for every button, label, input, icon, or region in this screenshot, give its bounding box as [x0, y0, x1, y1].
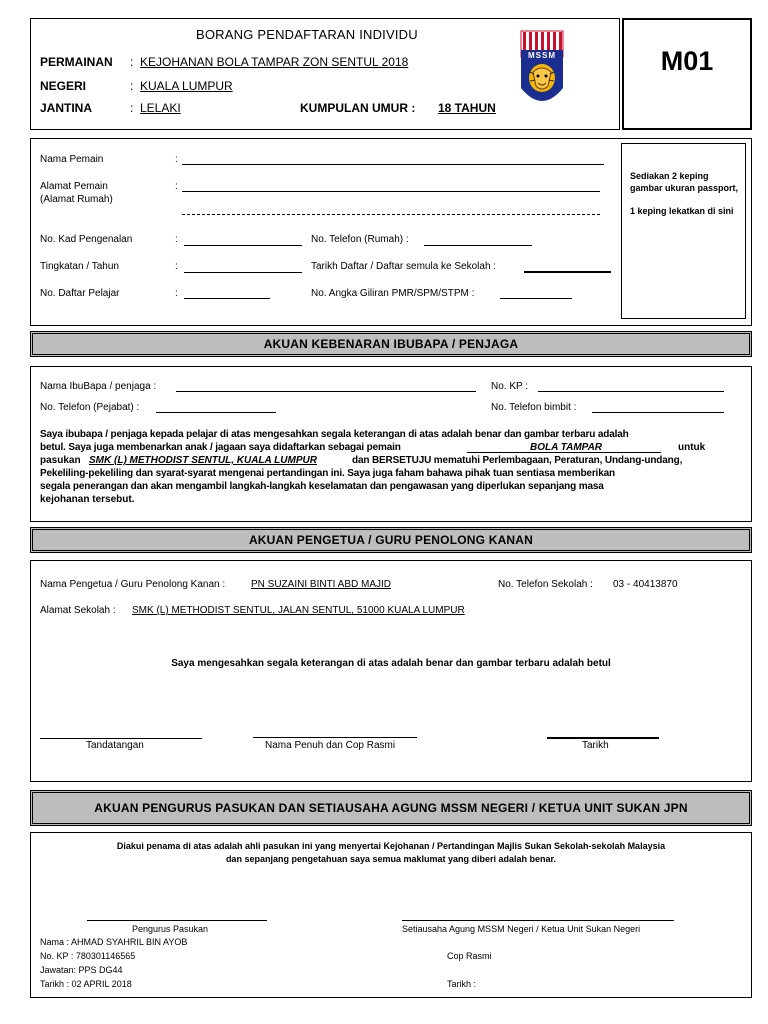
label-parent-name: Nama IbuBapa / penjaga :	[40, 381, 157, 392]
value-principal-name: PN SUZAINI BINTI ABD MAJID	[251, 579, 392, 590]
colon-jantina: :	[130, 101, 134, 115]
age-group-value: 18 TAHUN	[438, 101, 496, 115]
parent-decl-3b: SMK (L) METHODIST SENTUL, KUALA LUMPUR	[89, 455, 317, 466]
colon-ic: :	[175, 234, 178, 245]
label-player-address: Alamat Pemain	[40, 181, 108, 192]
label-negeri: NEGERI	[40, 79, 87, 93]
label-permainan: PERMAINAN	[40, 55, 113, 69]
label-date: Tarikh	[582, 740, 609, 751]
colon-negeri: :	[130, 79, 134, 93]
parent-section-bar: AKUAN KEBENARAN IBUBAPA / PENJAGA	[30, 331, 752, 357]
grade-field[interactable]	[184, 272, 302, 273]
parent-kp-field[interactable]	[538, 391, 724, 392]
phone-home-field[interactable]	[424, 245, 532, 246]
player-address-field-2[interactable]	[182, 214, 600, 215]
colon-student-no: :	[175, 288, 178, 299]
label-phone-home: No. Telefon (Rumah) :	[311, 234, 409, 245]
manager-name: Nama : AHMAD SYAHRIL BIN AYOB	[40, 937, 188, 947]
form-title: BORANG PENDAFTARAN INDIVIDU	[196, 27, 418, 42]
label-player-name: Nama Pemain	[40, 154, 104, 165]
label-grade: Tingkatan / Tahun	[40, 261, 119, 272]
parent-decl-6: kejohanan tersebut.	[40, 494, 135, 505]
form-code: M01	[660, 46, 714, 76]
parent-decl-5: segala penerangan dan akan mengambil langkah-langkah keselamatan dan pengawasan yang diperlukan sepanjang masa	[40, 481, 604, 492]
reg-date-field[interactable]	[524, 271, 611, 273]
parent-decl-2c: untuk	[678, 442, 706, 453]
parent-decl-3c: dan BERSETUJU mematuhi Perlembagaan, Peraturan, Undang-undang,	[352, 455, 683, 466]
colon-permainan: :	[130, 55, 134, 69]
photo-note-3: 1 keping lekatkan di sini	[630, 206, 734, 216]
ic-field[interactable]	[184, 245, 302, 246]
parent-decl-2b: BOLA TAMPAR	[530, 442, 603, 453]
manager-job: Jawatan: PPS DG44	[40, 965, 123, 975]
label-reg-date: Tarikh Daftar / Daftar semula ke Sekolah :	[311, 261, 497, 272]
player-name-field[interactable]	[182, 164, 604, 165]
parent-decl-4: Pekeliling-pekeliling dan syarat-syarat mengenai pertandingan ini. Saya juga faham bahawa pihak tuan sentiasa memberikan	[40, 468, 615, 479]
student-no-field[interactable]	[184, 298, 270, 299]
colon-player-name: :	[175, 154, 178, 165]
manager-section-bar: AKUAN PENGURUS PASUKAN DAN SETIAUSAHA AGUNG MSSM NEGERI / KETUA UNIT SUKAN JPN	[30, 790, 752, 826]
value-jantina: LELAKI	[140, 101, 181, 115]
value-school-phone: 03 - 40413870	[613, 579, 678, 590]
manager-title: Pengurus Pasukan	[132, 924, 209, 934]
office-phone-field[interactable]	[156, 412, 276, 413]
label-school-address: Alamat Sekolah :	[40, 605, 116, 616]
secretary-title: Setiausaha Agung MSSM Negeri / Ketua Unit Sukan Negeri	[402, 924, 641, 934]
colon-grade: :	[175, 261, 178, 272]
exam-no-field[interactable]	[500, 298, 572, 299]
manager-date: Tarikh : 02 APRIL 2018	[40, 979, 132, 989]
label-mobile: No. Telefon bimbit :	[491, 402, 577, 413]
date-line[interactable]	[547, 737, 659, 739]
label-principal-name: Nama Pengetua / Guru Penolong Kanan :	[40, 579, 226, 590]
photo-note-2: gambar ukuran passport,	[630, 183, 739, 193]
value-school-address: SMK (L) METHODIST SENTUL, JALAN SENTUL, 51000 KUALA LUMPUR	[132, 605, 465, 616]
photo-box	[621, 143, 746, 319]
label-school-phone: No. Telefon Sekolah :	[498, 579, 593, 590]
label-ic: No. Kad Pengenalan	[40, 234, 133, 245]
label-signature: Tandatangan	[86, 740, 144, 751]
logo-text: MSSM	[528, 51, 556, 60]
label-fullname: Nama Penuh dan Cop Rasmi	[265, 740, 396, 751]
manager-kp: No. KP : 780301146565	[40, 951, 136, 961]
parent-decl-1: Saya ibubapa / penjaga kepada pelajar di atas mengesahkan segala keterangan di atas adalah benar dan gambar terbaru adalah	[40, 429, 629, 440]
photo-note-1: Sediakan 2 keping	[630, 171, 709, 181]
secretary-date: Tarikh :	[447, 979, 477, 989]
label-office-phone: No. Telefon (Pejabat) :	[40, 402, 140, 413]
label-player-address-sub: (Alamat Rumah)	[40, 194, 113, 205]
value-permainan: KEJOHANAN BOLA TAMPAR ZON SENTUL 2018	[140, 55, 409, 69]
mobile-field[interactable]	[592, 412, 724, 413]
player-address-field-1[interactable]	[182, 191, 600, 192]
label-parent-kp: No. KP :	[491, 381, 529, 392]
secretary-stamp: Cop Rasmi	[447, 951, 492, 961]
principal-section-bar: AKUAN PENGETUA / GURU PENOLONG KANAN	[30, 527, 752, 553]
manager-decl-1: Diakui penama di atas adalah ahli pasukan ini yang menyertai Kejohanan / Pertandingan Majlis Sukan Sekolah-sekolah Malaysia	[116, 841, 666, 851]
fullname-line[interactable]	[253, 737, 417, 738]
signature-line[interactable]	[40, 738, 202, 739]
value-negeri: KUALA LUMPUR	[140, 79, 233, 93]
secretary-signature-line[interactable]	[402, 920, 674, 921]
label-jantina: JANTINA	[40, 101, 93, 115]
colon-player-address: :	[175, 181, 178, 192]
parent-name-field[interactable]	[176, 391, 476, 392]
age-group-label: KUMPULAN UMUR :	[300, 101, 416, 115]
label-exam-no: No. Angka Giliran PMR/SPM/STPM :	[311, 288, 475, 299]
principal-confirm: Saya mengesahkan segala keterangan di atas adalah benar dan gambar terbaru adalah betul	[171, 658, 611, 669]
parent-decl-3a: pasukan	[40, 455, 81, 466]
manager-signature-line[interactable]	[87, 920, 267, 921]
label-student-no: No. Daftar Pelajar	[40, 288, 120, 299]
parent-decl-2a: betul. Saya juga membenarkan anak / jagaan saya didaftarkan sebagai pemain	[40, 442, 401, 453]
mssm-logo	[520, 30, 564, 114]
manager-decl-2: dan sepanjang pengetahuan saya semua maklumat yang diberi adalah benar.	[225, 854, 557, 864]
